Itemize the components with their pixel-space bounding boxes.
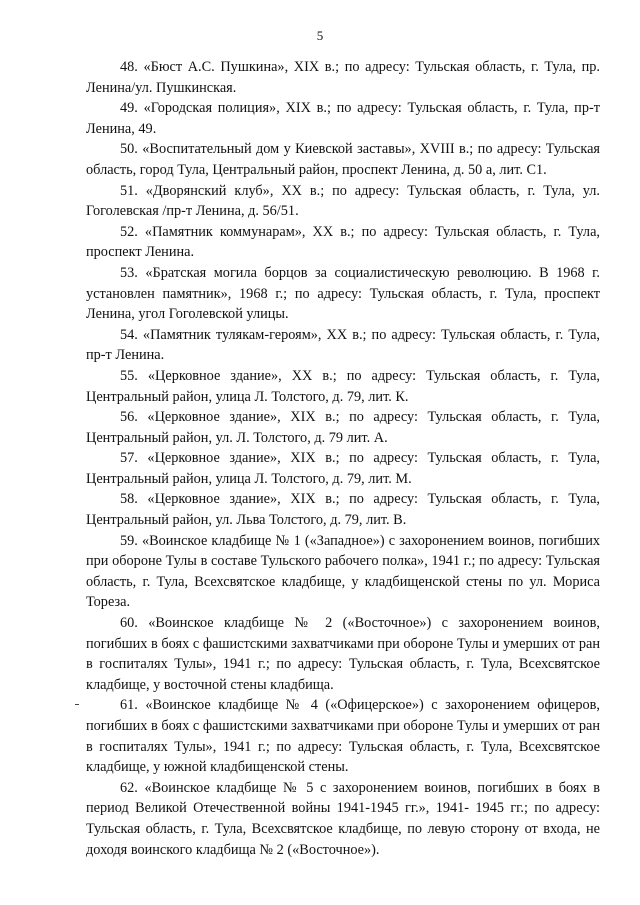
list-item: 62. «Воинское кладбище № 5 с захоронением воинов, погибших в боях в период Великой Отечественной войны 1941-1945 гг.», 1941- 1945 гг.; по адресу: Тульская область, г. Тула, Всехсвятское кладбище, по левую сторону от входа, не доходя воинского кладбища № 2 («Восточное»). <box>86 779 600 858</box>
margin-mark <box>75 704 79 705</box>
list-item: 59. «Воинское кладбище № 1 («Западное») с захоронением воинов, погибших при обороне Тулы в составе Тульского рабочего полка», 1941 г.; по адресу: Тульская область, г. Тула, Всехсвятское кладбище, у кладбищенской стены по ул. Мориса Тореза. <box>86 532 600 611</box>
list-item: 51. «Дворянский клуб», XX в.; по адресу: Тульская область, г. Тула, ул. Гоголевская /пр-т Ленина, д. 56/51. <box>86 182 600 220</box>
list-item: 60. «Воинское кладбище № 2 («Восточное») с захоронением воинов, погибших в боях с фашистскими захватчиками при обороне Тулы и умерших от ран в госпиталях Тулы», 1941 г.; по адресу: Тульская область, г. Тула, Всехсвятское кладбище, у восточной стены кладбища. <box>86 615 600 693</box>
list-item: 48. «Бюст А.С. Пушкина», XIX в.; по адресу: Тульская область, г. Тула, пр. Ленина/ул. Пушкинская. <box>86 59 600 96</box>
list-item: 52. «Памятник коммунарам», XX в.; по адресу: Тульская область, г. Тула, проспект Ленина. <box>86 223 600 261</box>
page-number: 5 <box>316 28 324 43</box>
list-item: 49. «Городская полиция», XIX в.; по адресу: Тульская область, г. Тула, пр-т Ленина, 49. <box>86 100 600 137</box>
list-item: 55. «Церковное здание», XX в.; по адресу: Тульская область, г. Тула, Центральный район, улица Л. Толстого, д. 79, лит. К. <box>86 367 600 405</box>
list-item: 58. «Церковное здание», XIX в.; по адресу: Тульская область, г. Тула, Центральный район, ул. Льва Толстого, д. 79, лит. В. <box>86 491 600 529</box>
list-item: 53. «Братская могила борцов за социалистическую революцию. В 1968 г. установлен памятник», 1968 г.; по адресу: Тульская область, г. Тула, проспект Ленина, угол Гоголевской улицы. <box>86 264 600 323</box>
list-item: 50. «Воспитательный дом у Киевской заставы», XVIII в.; по адресу: Тульская область, город Тула, Центральный район, проспект Ленина, д. 50 а, лит. С1. <box>86 141 600 178</box>
list-item: 54. «Памятник тулякам-героям», XX в.; по адресу: Тульская область, г. Тула, пр-т Ленина. <box>86 326 600 364</box>
list-item: 56. «Церковное здание», XIX в.; по адресу: Тульская область, г. Тула, Центральный район, ул. Л. Толстого, д. 79 лит. А. <box>86 409 600 446</box>
list-item: 57. «Церковное здание», XIX в.; по адресу: Тульская область, г. Тула, Центральный район, улица Л. Толстого, д. 79, лит. М. <box>86 450 600 487</box>
monument-list <box>86 57 600 860</box>
list-item: 61. «Воинское кладбище № 4 («Офицерское») с захоронением офицеров, погибших в боях с фашистскими захватчиками при обороне Тулы и умерших от ран в госпиталях Тулы», 1941 г.; по адресу: Тульская область, г. Тула, Всехсвятское кладбище, у южной кладбищенской стены. <box>86 697 600 776</box>
